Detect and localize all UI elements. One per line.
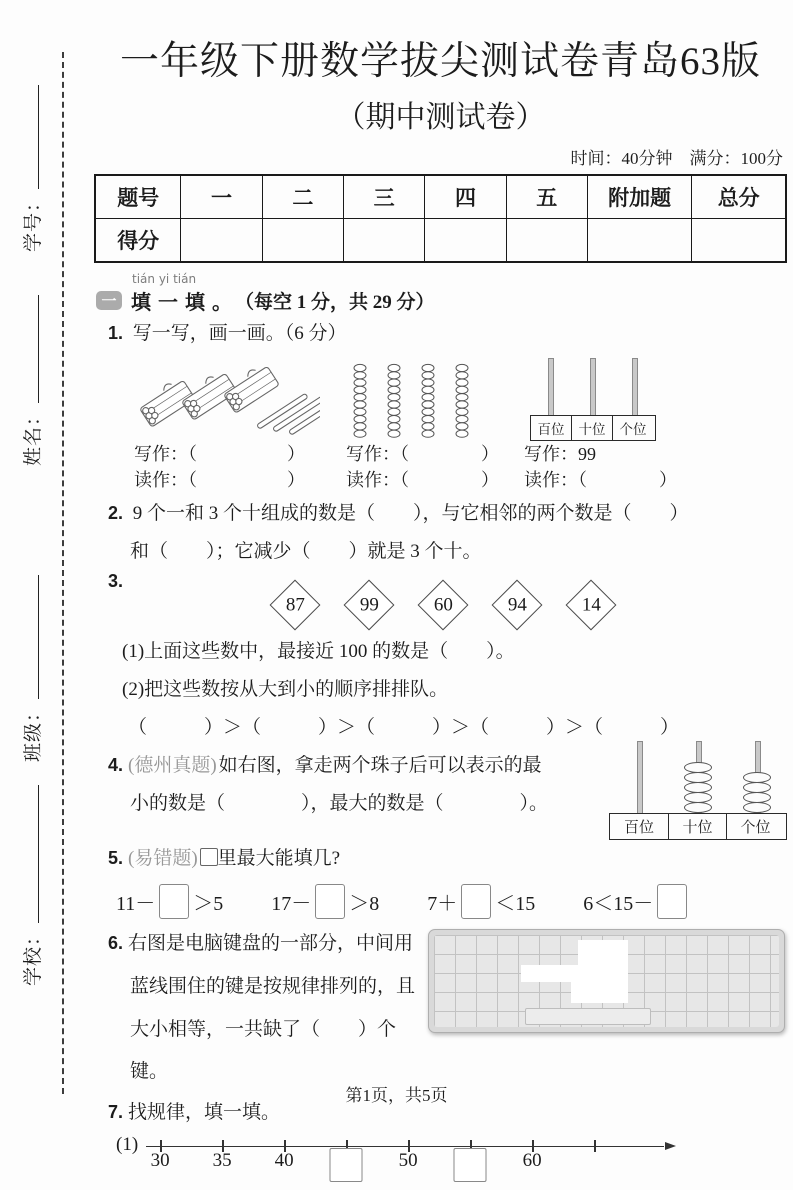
score-row-label: 得分 xyxy=(95,219,181,263)
question-3 xyxy=(108,571,787,633)
blank-box-icon xyxy=(200,848,218,866)
figure-group-sticks xyxy=(134,357,346,493)
school-blank-line xyxy=(33,785,39,923)
group3-write-line: 写作：99 xyxy=(524,444,596,464)
stick-bundles-figure xyxy=(134,361,320,441)
place-value-label-hundreds: 百位 xyxy=(537,422,565,437)
tick-label: 30 xyxy=(150,1150,170,1172)
abacus-figure xyxy=(609,741,787,840)
answer-box xyxy=(159,884,189,919)
abacus-hundreds-rod xyxy=(624,741,654,813)
section-1-header xyxy=(96,273,787,315)
question-7-text: 找规律，填一填。 xyxy=(128,1102,281,1124)
question-2-line2: 和（ ）；它减少（ ）就是 3 个十。 xyxy=(130,541,482,563)
question-4-line2: 小的数是（ ），最大的数是（ ）。 xyxy=(130,793,549,815)
keyboard-spacebar xyxy=(525,1008,651,1025)
score-empty-cell xyxy=(692,219,786,263)
question-6-line3: 大小相等，一共缺了（ ）个键。 xyxy=(130,1018,397,1083)
score-table-cell: 三 xyxy=(344,175,425,219)
score-table-cell: 二 xyxy=(262,175,343,219)
figure-group-place-value xyxy=(524,357,774,493)
figure-group-bead-sticks xyxy=(346,357,524,493)
score-empty-cell xyxy=(425,219,506,263)
diamond-number: 94 xyxy=(491,580,542,631)
question-3-subparts xyxy=(122,633,787,747)
inequality-expression: 17－ ＞8 xyxy=(271,884,379,919)
sidebar-field-name xyxy=(18,295,45,466)
question-1-text: 写一写，画一画。（6 分） xyxy=(132,323,347,344)
question-3-number: 3. xyxy=(108,571,124,592)
answer-box xyxy=(657,884,687,919)
name-blank-line xyxy=(33,295,39,403)
question-6-number: 6. xyxy=(108,933,124,954)
diamond-number: 87 xyxy=(269,580,320,631)
question-5-tag: (易错题) xyxy=(128,848,198,870)
question-3-sub2: (2)把这些数按从大到小的顺序排排队。 xyxy=(122,679,449,701)
question-2-line1: 9 个一和 3 个十组成的数是（ ），与它相邻的两个数是（ ） xyxy=(132,503,689,525)
question-1-figures xyxy=(134,357,787,493)
score-table xyxy=(94,174,787,263)
group1-write-line: 写作：（ ） xyxy=(134,444,305,464)
question-3-ordering-blanks: （ ）＞（ ）＞（ ）＞（ ）＞（ ） xyxy=(128,717,680,739)
missing-keys-area xyxy=(571,980,628,1003)
group1-read-line: 读作：（ ） xyxy=(134,470,305,491)
sidebar-dashed-divider xyxy=(62,52,64,1094)
question-5-text: 里最大能填几? xyxy=(217,848,341,870)
group2-write-line: 写作：（ ） xyxy=(346,444,499,464)
section-1-title: 填 一 填 。 xyxy=(131,292,233,314)
score-table-header-row xyxy=(95,175,786,219)
question-4-line1: 如右图，拿走两个珠子后可以表示的最 xyxy=(218,755,542,777)
test-paper xyxy=(94,0,787,1190)
number-diamonds xyxy=(128,583,757,627)
question-2-number: 2. xyxy=(108,503,124,524)
question-4 xyxy=(108,747,787,840)
section-1-pinyin: tián yi tián xyxy=(132,272,197,286)
answer-box xyxy=(330,1148,363,1182)
bead-sticks-figure xyxy=(346,363,478,441)
question-6 xyxy=(108,923,787,1094)
score-empty-cell xyxy=(262,219,343,263)
question-5-number: 5. xyxy=(108,848,124,869)
abacus-tens-rod xyxy=(683,741,713,813)
sidebar-field-class xyxy=(18,575,45,762)
diamond-number: 60 xyxy=(417,580,468,631)
answer-box xyxy=(461,884,491,919)
section-1-badge: 一 xyxy=(96,291,122,310)
tick-label: 35 xyxy=(212,1150,232,1172)
paper-title: 一年级下册数学拔尖测试卷青岛63版 xyxy=(119,40,761,83)
sidebar-field-school xyxy=(18,785,45,986)
tick-label: 60 xyxy=(522,1150,542,1172)
group3-read-line: 读作：（ ） xyxy=(524,470,677,491)
question-7-number: 7. xyxy=(108,1102,124,1123)
abacus-bead xyxy=(684,802,712,813)
answer-box xyxy=(315,884,345,919)
section-1-points-note: （每空 1 分，共 29 分） xyxy=(235,292,435,313)
question-1 xyxy=(108,315,787,353)
number-line xyxy=(146,1132,676,1190)
answer-box xyxy=(454,1148,487,1182)
tick-label: 40 xyxy=(274,1150,294,1172)
score-table-cell: 题号 xyxy=(95,175,181,219)
number-line-arrow xyxy=(665,1142,676,1150)
question-3-sub1: (1)上面这些数中，最接近 100 的数是（ ）。 xyxy=(122,641,515,663)
abacus-ones-rod xyxy=(742,741,772,813)
place-value-rod xyxy=(548,358,554,415)
keyboard-image xyxy=(428,929,785,1033)
school-label: 学校： xyxy=(23,925,44,986)
class-label: 班级： xyxy=(23,701,44,762)
score-empty-cell xyxy=(587,219,691,263)
subpart-label: (1) xyxy=(116,1134,139,1156)
abacus-bead xyxy=(743,802,771,813)
inequality-expression: 11－ ＞5 xyxy=(116,884,223,919)
question-2 xyxy=(108,495,787,571)
time-score-info: 时间：40分钟 满分：100分 xyxy=(570,149,783,168)
question-1-number: 1. xyxy=(108,323,124,343)
missing-keys-area xyxy=(578,940,628,967)
diamond-number: 14 xyxy=(565,580,616,631)
sidebar-field-student-id xyxy=(18,85,45,252)
question-6-line1: 右图是电脑键盘的一部分，中间用 xyxy=(128,933,414,955)
group2-read-line: 读作：（ ） xyxy=(346,470,499,491)
class-blank-line xyxy=(33,575,39,699)
place-value-label-tens: 十位 xyxy=(571,416,612,440)
question-4-number: 4. xyxy=(108,755,124,776)
score-table-cell: 一 xyxy=(181,175,262,219)
page-footer: 第1页，共5页 xyxy=(345,1086,448,1105)
score-table-cell: 五 xyxy=(506,175,587,219)
paper-subtitle: （期中测试卷） xyxy=(335,101,546,134)
abacus-label-hundreds: 百位 xyxy=(623,820,654,837)
student-id-label: 学号： xyxy=(23,191,44,252)
name-label: 姓名： xyxy=(23,405,44,466)
score-empty-cell xyxy=(181,219,262,263)
score-table-cell: 附加题 xyxy=(587,175,691,219)
number-line-axis xyxy=(146,1146,664,1147)
place-value-rod xyxy=(590,358,596,415)
abacus-label-ones: 个位 xyxy=(726,814,784,839)
place-value-rod xyxy=(632,358,638,415)
score-table-cell: 总分 xyxy=(692,175,786,219)
question-5 xyxy=(108,840,787,878)
tick-label: 50 xyxy=(398,1150,418,1172)
score-table-cell: 四 xyxy=(425,175,506,219)
score-table-score-row xyxy=(95,219,786,263)
question-4-source-tag: (德州真题) xyxy=(128,755,217,777)
question-6-line2: 蓝线围住的键是按规律排列的，且 xyxy=(130,975,416,997)
student-id-blank-line xyxy=(33,85,39,189)
place-value-label-ones: 个位 xyxy=(612,416,653,440)
place-value-chart xyxy=(530,359,656,441)
score-empty-cell xyxy=(506,219,587,263)
question-5-expressions xyxy=(116,884,787,919)
inequality-expression: 6＜15－ xyxy=(583,884,691,919)
abacus-label-tens: 十位 xyxy=(668,814,726,839)
question-7-part1 xyxy=(116,1132,787,1190)
inequality-expression: 7＋ ＜15 xyxy=(427,884,535,919)
diamond-number: 99 xyxy=(343,580,394,631)
score-empty-cell xyxy=(344,219,425,263)
